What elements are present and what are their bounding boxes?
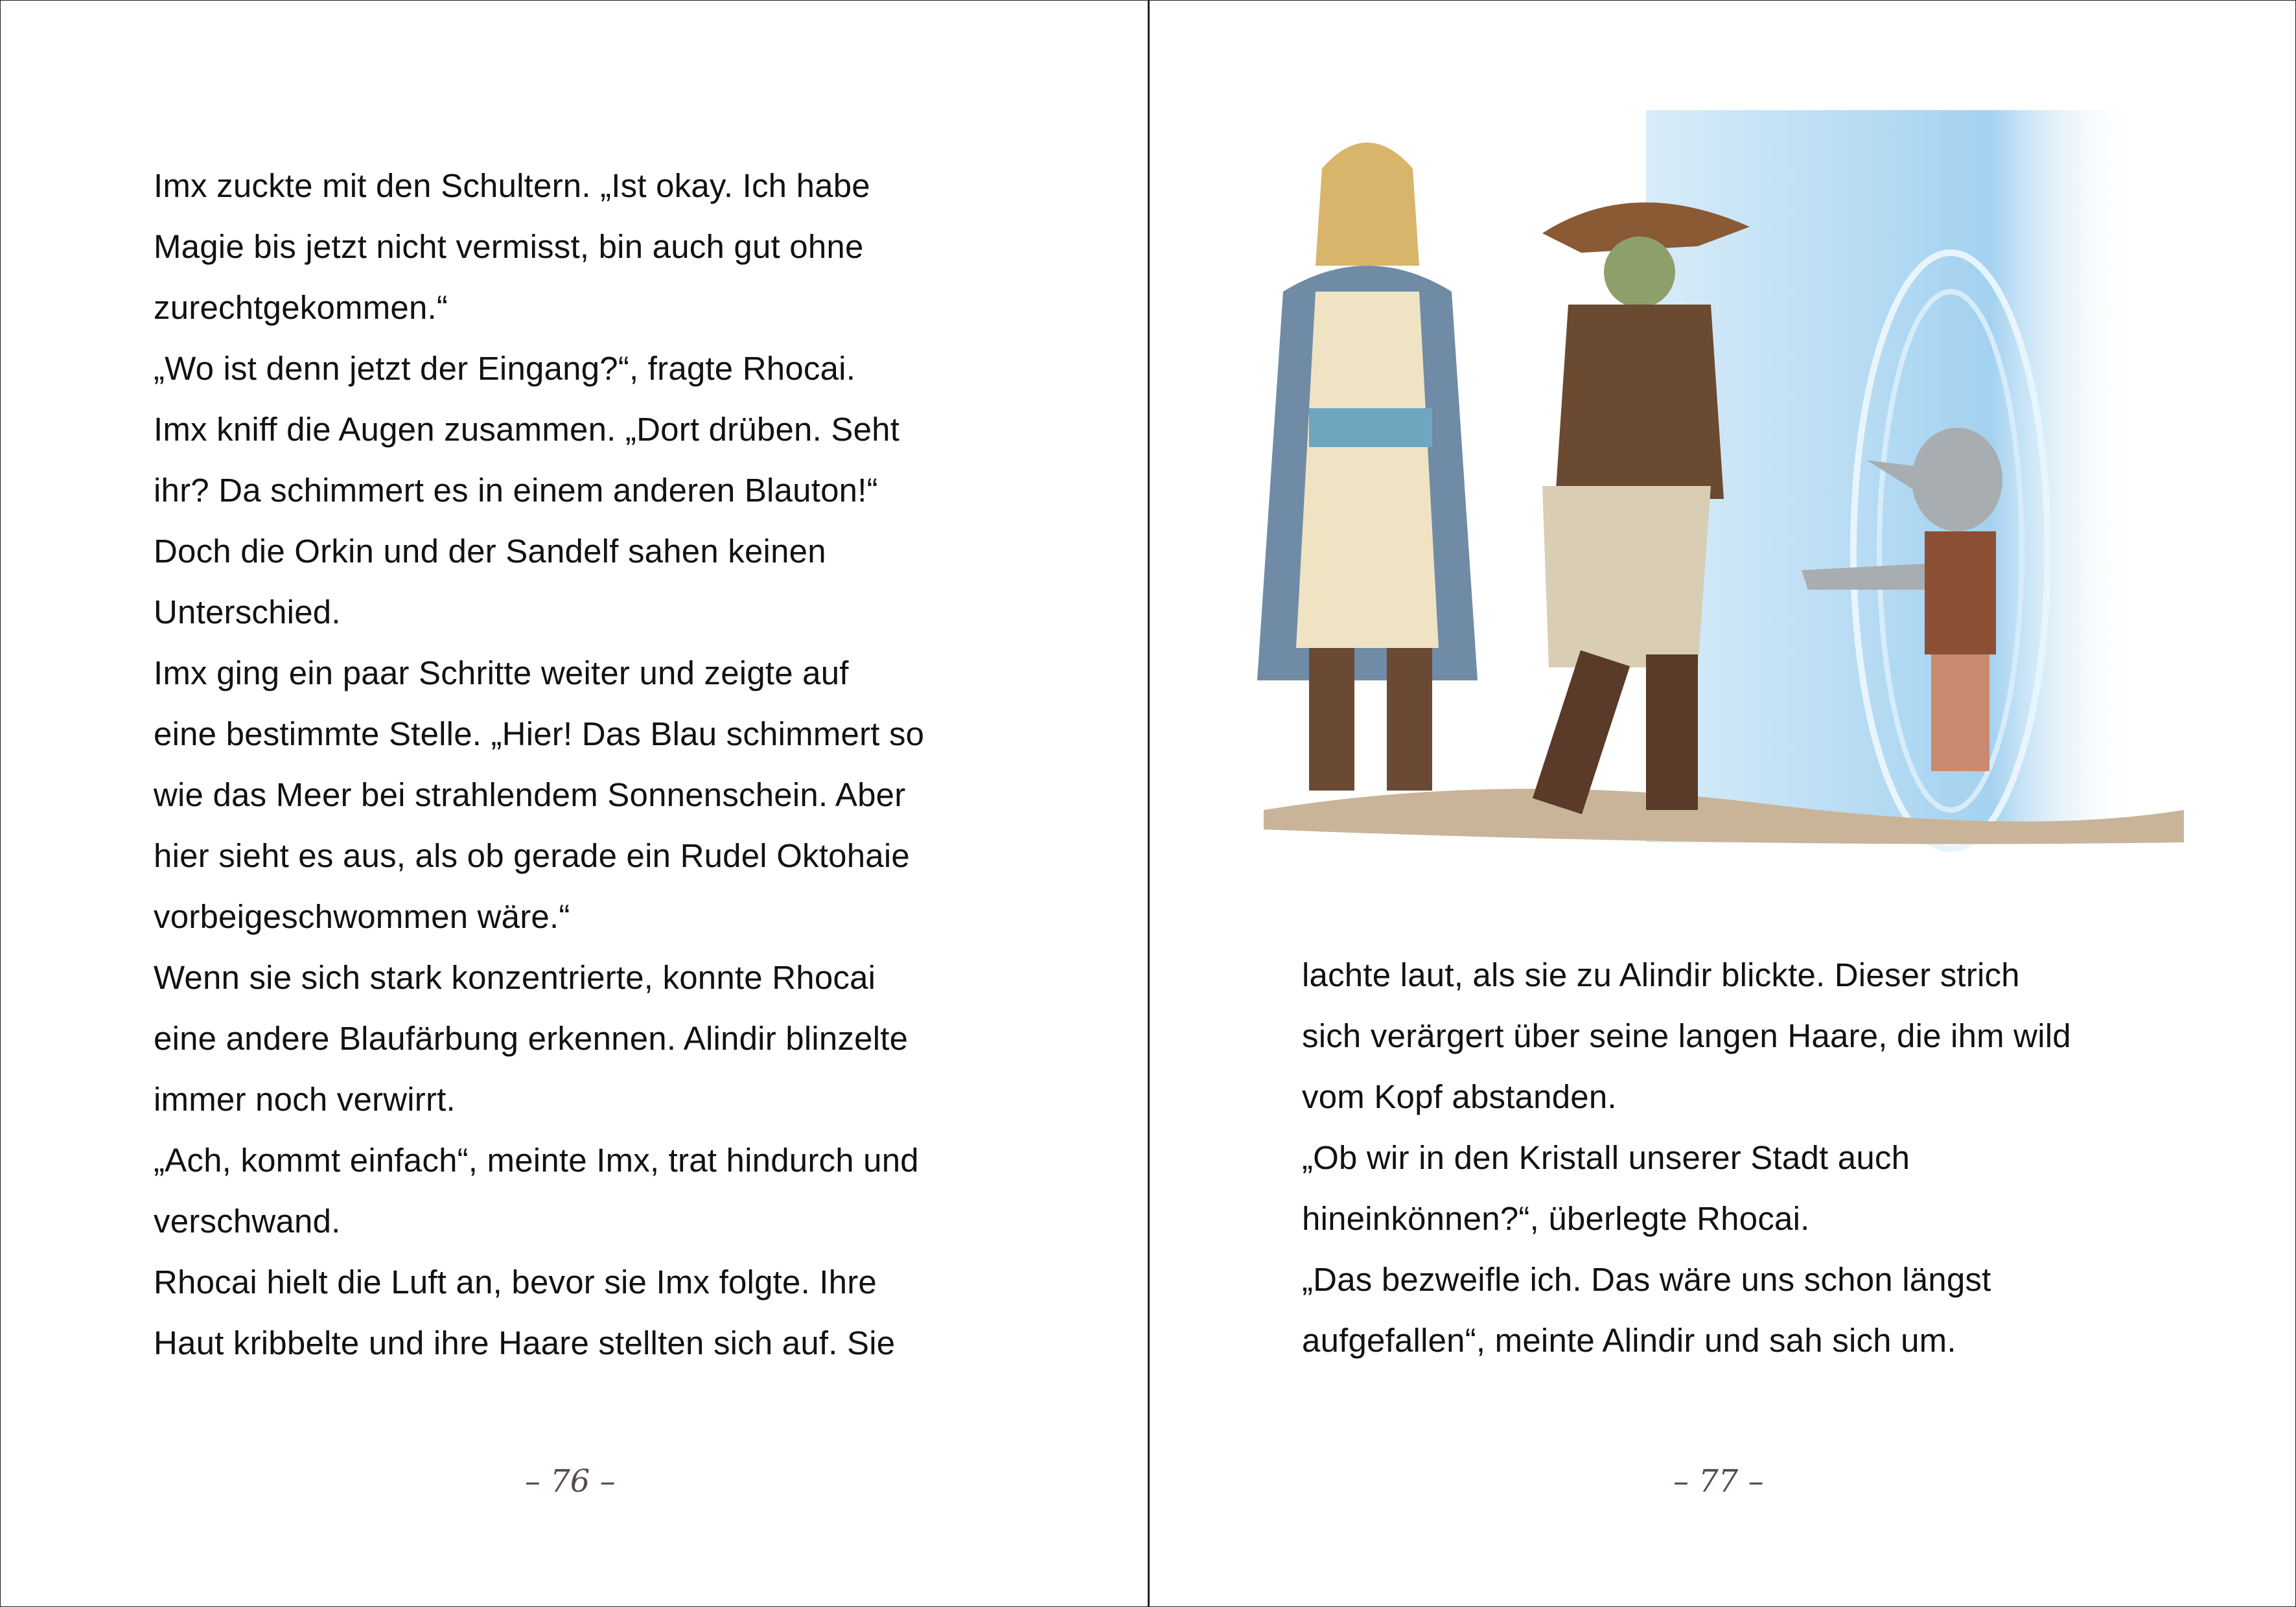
text-line: hineinkönnen?“, überlegte Rhocai. [1302, 1200, 1810, 1237]
text-line: Imx kniff die Augen zusammen. „Dort drüben. Seht [154, 411, 900, 448]
text-line: Imx ging ein paar Schritte weiter und zeigte auf [154, 654, 849, 691]
text-line: wie das Meer bei strahlendem Sonnenschein. Aber [154, 776, 906, 813]
text-line: Imx zuckte mit den Schultern. „Ist okay. Ich habe [154, 167, 870, 204]
page-gutter-divider [1148, 0, 1150, 1607]
text-line: Doch die Orkin und der Sandelf sahen keinen [154, 533, 826, 570]
text-line: ihr? Da schimmert es in einem anderen Blauton!“ [154, 472, 878, 509]
text-line: hier sieht es aus, als ob gerade ein Rudel Oktohaie [154, 837, 910, 874]
text-line: lachte laut, als sie zu Alindir blickte. Dieser strich [1302, 956, 2020, 993]
illustration-portal-scene [1244, 97, 2197, 888]
right-page-body [1302, 945, 2071, 1371]
text-line: Unterschied. [154, 594, 341, 630]
text-line: verschwand. [154, 1203, 341, 1240]
elf-figure [1257, 143, 1478, 791]
text-line: sich verärgert über seine langen Haare, die ihm wild [1302, 1017, 2071, 1054]
text-line: aufgefallen“, meinte Alindir und sah sich um. [1302, 1322, 1956, 1359]
text-line: Haut kribbelte und ihre Haare stellten sich auf. Sie [154, 1324, 896, 1361]
text-line: eine andere Blaufärbung erkennen. Alindir blinzelte [154, 1020, 909, 1057]
text-line: „Das bezweifle ich. Das wäre uns schon längst [1302, 1261, 1991, 1298]
text-line: „Wo ist denn jetzt der Eingang?“, fragte Rhocai. [154, 350, 856, 387]
page-number-right: – 77 – [1673, 1463, 1764, 1499]
text-line: Rhocai hielt die Luft an, bevor sie Imx folgte. Ihre [154, 1264, 877, 1301]
text-line: zurechtgekommen.“ [154, 289, 448, 326]
text-line: immer noch verwirrt. [154, 1081, 456, 1118]
left-page-body [154, 156, 924, 1374]
text-line: „Ob wir in den Kristall unserer Stadt auch [1302, 1139, 1910, 1176]
text-line: vom Kopf abstanden. [1302, 1078, 1617, 1115]
text-line: „Ach, kommt einfach“, meinte Imx, trat hindurch und [154, 1142, 919, 1179]
text-line: Wenn sie sich stark konzentrierte, konnte Rhocai [154, 959, 876, 996]
text-line: Magie bis jetzt nicht vermisst, bin auch gut ohne [154, 228, 864, 265]
text-line: eine bestimmte Stelle. „Hier! Das Blau schimmert so [154, 715, 925, 752]
text-line: vorbeigeschwommen wäre.“ [154, 898, 570, 935]
page-number-left: – 76 – [525, 1463, 616, 1499]
